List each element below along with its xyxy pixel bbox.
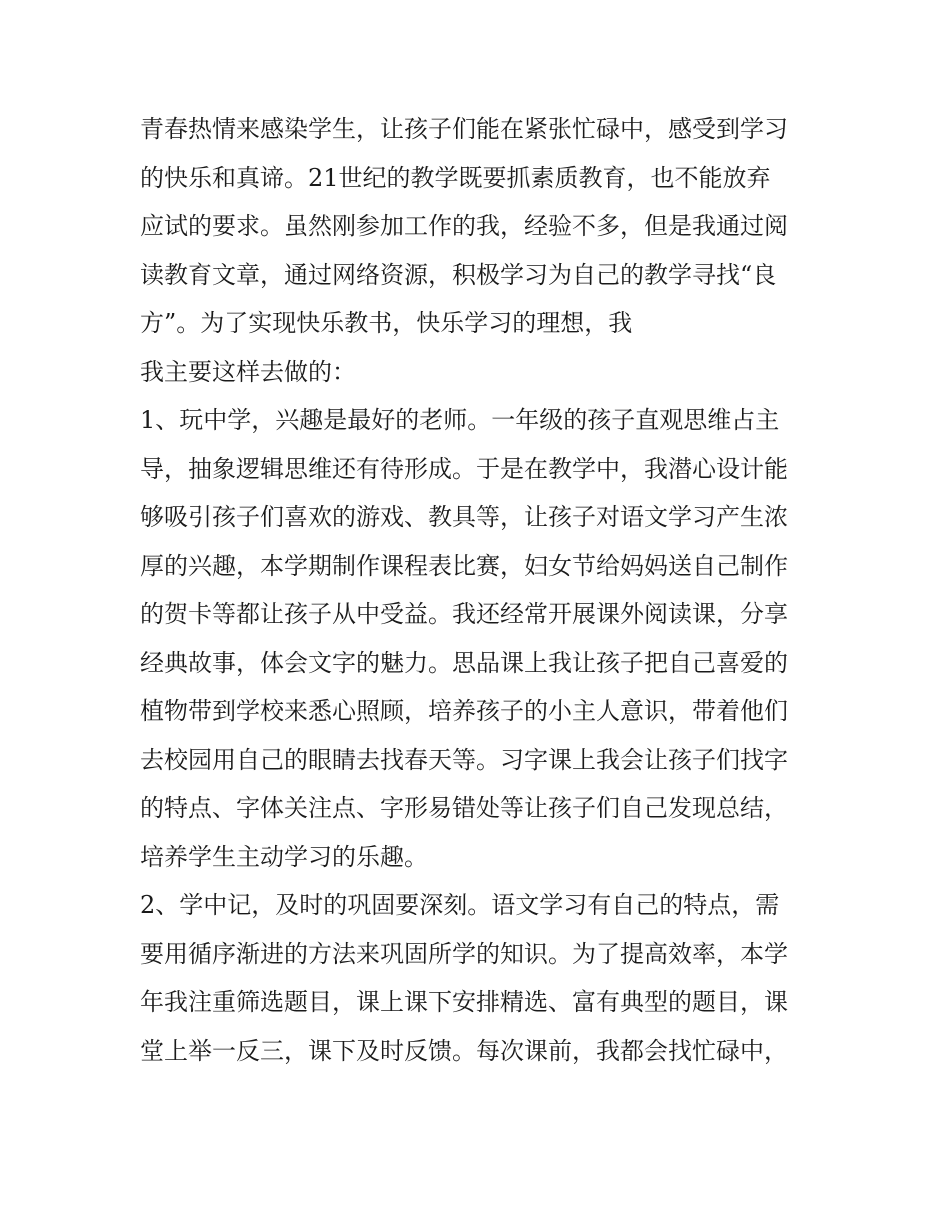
text-line: 植物带到学校来悉心照顾，培养孩子的小主人意识，带着他们 <box>140 697 788 725</box>
text-line: 的贺卡等都让孩子从中受益。我还经常开展课外阅读课，分享 <box>140 600 788 628</box>
text-line: 年我注重筛选题目，课上课下安排精选、富有典型的题目，课 <box>140 988 788 1016</box>
document-body <box>140 105 820 1075</box>
text-line: 我主要这样去做的： <box>140 357 356 386</box>
text-line: 的快乐和真谛。21世纪的教学既要抓素质教育，也不能放弃 <box>140 163 771 192</box>
text-line: 青春热情来感染学生，让孩子们能在紧张忙碌中，感受到学习 <box>140 115 788 143</box>
text-line: 应试的要求。虽然刚参加工作的我，经验不多，但是我通过阅 <box>140 212 788 240</box>
text-line: 厚的兴趣，本学期制作课程表比赛，妇女节给妈妈送自己制作 <box>140 551 788 580</box>
text-line: 的特点、字体关注点、字形易错处等让孩子们自己发现总结， <box>140 794 788 822</box>
text-line: 方”。为了实现快乐教书，快乐学习的理想，我 <box>140 309 633 337</box>
text-line: 1、玩中学，兴趣是最好的老师。一年级的孩子直观思维占主 <box>140 406 780 434</box>
text-line: 堂上举一反三，课下及时反馈。每次课前，我都会找忙碌中， <box>140 1036 788 1065</box>
text-line: 导，抽象逻辑思维还有待形成。于是在教学中，我潜心设计能 <box>140 454 788 483</box>
text-line: 够吸引孩子们喜欢的游戏、教具等，让孩子对语文学习产生浓 <box>140 503 788 531</box>
text-line: 培养学生主动学习的乐趣。 <box>140 842 428 871</box>
text-line: 要用循序渐进的方法来巩固所学的知识。为了提高效率，本学 <box>140 939 788 968</box>
text-line: 经典故事，体会文字的魅力。思品课上我让孩子把自己喜爱的 <box>140 648 788 677</box>
text-line: 去校园用自己的眼睛去找春天等。习字课上我会让孩子们找字 <box>140 745 788 774</box>
text-line: 2、学中记，及时的巩固要深刻。语文学习有自己的特点，需 <box>140 891 780 919</box>
text-line: 读教育文章，通过网络资源，积极学习为自己的教学寻找“良 <box>140 260 777 289</box>
